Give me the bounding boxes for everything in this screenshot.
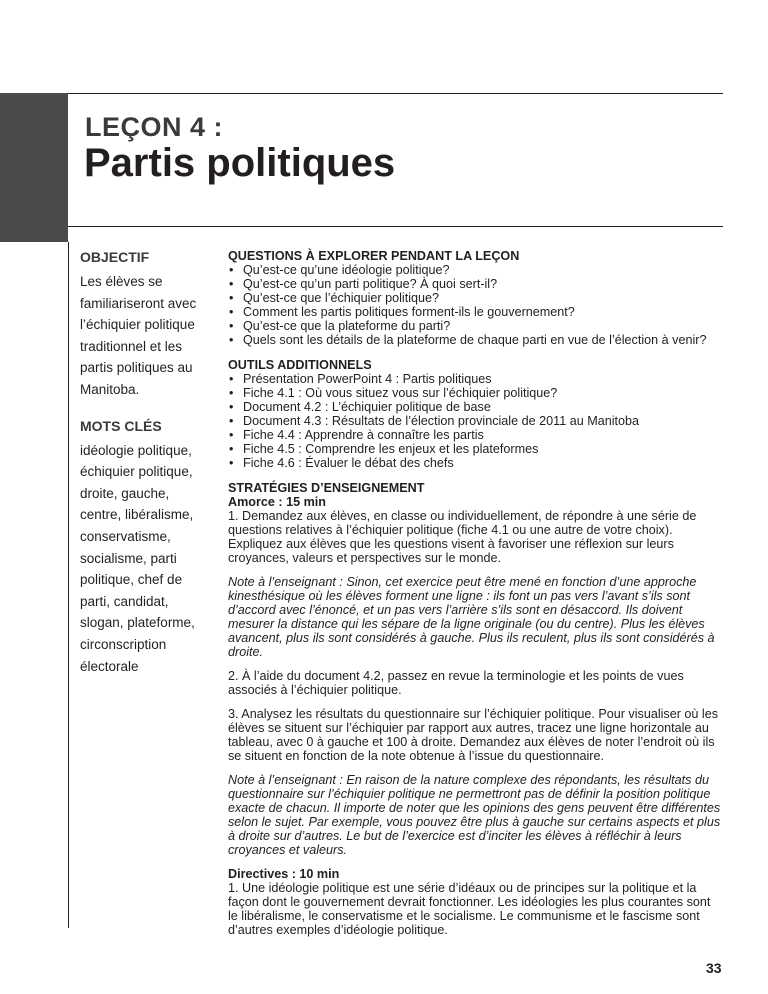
paragraph-2: 2. À l’aide du document 4.2, passez en revue la terminologie et les points de vues associés à l’échiquier politique.: [228, 669, 684, 697]
paragraph-3: 3. Analysez les résultats du questionnaire sur l’échiquier politique. Pour visualiser où les élèves se situent sur l’échiquier par rapport aux autres, tracez une ligne horizontale au tableau, avec 0 à gauche et 100 à droite. Demandez aux élèves de noter l’endroit où ils se situent en fonction de la note obtenue à l’issue du questionnaire.: [228, 707, 719, 763]
outils-list: [228, 372, 723, 470]
list-item: • Quels sont les détails de la plateforme de chaque parti en vue de l’élection à venir?: [228, 333, 723, 347]
header-tab-block: [0, 93, 68, 242]
directives-label: Directives : 10 min: [228, 867, 340, 881]
sidebar: [80, 249, 198, 677]
strategies-heading: STRATÉGIES D’ENSEIGNEMENT: [228, 481, 425, 495]
teacher-note-1: Note à l’enseignant : Sinon, cet exercice peut être mené en fonction d’une approche kinesthésique où les élèves forment une ligne : ils font un pas vers l’avant s’ils sont d’accord avec l’énoncé, et un pas vers l’arrière s’ils sont en désaccord. Ils doivent mesurer la distance qui les sépare de la ligne originale (ou du centre). Plus les élèves avancent, plus ils sont considérés à gauche. Plus ils reculent, plus ils sont considérés à droite.: [228, 575, 715, 659]
page-title: Partis politiques: [84, 141, 396, 185]
list-item: • Qu’est-ce que l’échiquier politique?: [228, 291, 723, 305]
list-item: • Fiche 4.5 : Comprendre les enjeux et les plateformes: [228, 442, 723, 456]
questions-heading: QUESTIONS À EXPLORER PENDANT LA LEÇON: [228, 249, 520, 263]
list-item: • Fiche 4.6 : Évaluer le débat des chefs: [228, 456, 723, 470]
list-item: • Document 4.2 : L’échiquier politique de base: [228, 400, 723, 414]
list-item: • Fiche 4.4 : Apprendre à connaître les partis: [228, 428, 723, 442]
objectif-heading: OBJECTIF: [80, 249, 150, 265]
list-item: • Document 4.3 : Résultats de l’élection provinciale de 2011 au Manitoba: [228, 414, 723, 428]
questions-list: [228, 263, 723, 347]
list-item: • Qu’est-ce qu’un parti politique? À quoi sert-il?: [228, 277, 723, 291]
header-bottom-rule: [68, 226, 723, 227]
outils-heading: OUTILS ADDITIONNELS: [228, 358, 372, 372]
lesson-label: LEÇON 4 :: [85, 112, 224, 142]
list-item: • Qu’est-ce que la plateforme du parti?: [228, 319, 723, 333]
objectif-text: Les élèves se familiariseront avec l’échiquier politique traditionnel et les partis politiques au Manitoba.: [80, 274, 197, 397]
mots-cles-text: idéologie politique, échiquier politique, droite, gauche, centre, libéralisme, conservatisme, socialisme, parti politique, chef de parti, candidat, slogan, plateforme, circonscription électorale: [80, 442, 195, 674]
list-item: • Comment les partis politiques forment-ils le gouvernement?: [228, 305, 723, 319]
main-content: [228, 249, 723, 937]
list-item: • Présentation PowerPoint 4 : Partis politiques: [228, 372, 723, 386]
sidebar-vertical-rule: [68, 242, 69, 928]
amorce-label: Amorce : 15 min: [228, 495, 326, 509]
page-number: 33: [706, 960, 722, 976]
list-item: • Qu’est-ce qu’une idéologie politique?: [228, 263, 723, 277]
header-top-rule: [68, 93, 723, 94]
paragraph-4: 1. Une idéologie politique est une série d’idéaux ou de principes sur la politique et la façon dont le gouvernement devrait fonctionner. Les idéologies les plus courantes sont le libéralisme, le conservatisme et le socialisme. Le communisme et le fascisme sont d’autres exemples d’idéologie politique.: [228, 881, 711, 937]
paragraph-1: 1. Demandez aux élèves, en classe ou individuellement, de répondre à une série de questions relatives à l’échiquier politique (fiche 4.1 ou une autre de votre choix). Expliquez aux élèves que les questions visent à favoriser une réflexion sur leurs croyances, valeurs et perspectives sur le monde.: [228, 509, 697, 565]
teacher-note-2: Note à l’enseignant : En raison de la nature complexe des répondants, les résultats du questionnaire sur l’échiquier politique ne permettront pas de définir la position politique exacte de chacun. Il importe de noter que les opinions des gens peuvent être différentes selon le sujet. Par exemple, vous pouvez être plus à gauche sur certains aspects et plus à droite sur d’autres. Le but de l’exercice est d’inciter les élèves à réfléchir à leurs croyances et valeurs.: [228, 773, 721, 857]
mots-cles-heading: MOTS CLÉS: [80, 417, 162, 434]
list-item: • Fiche 4.1 : Où vous situez vous sur l’échiquier politique?: [228, 386, 723, 400]
